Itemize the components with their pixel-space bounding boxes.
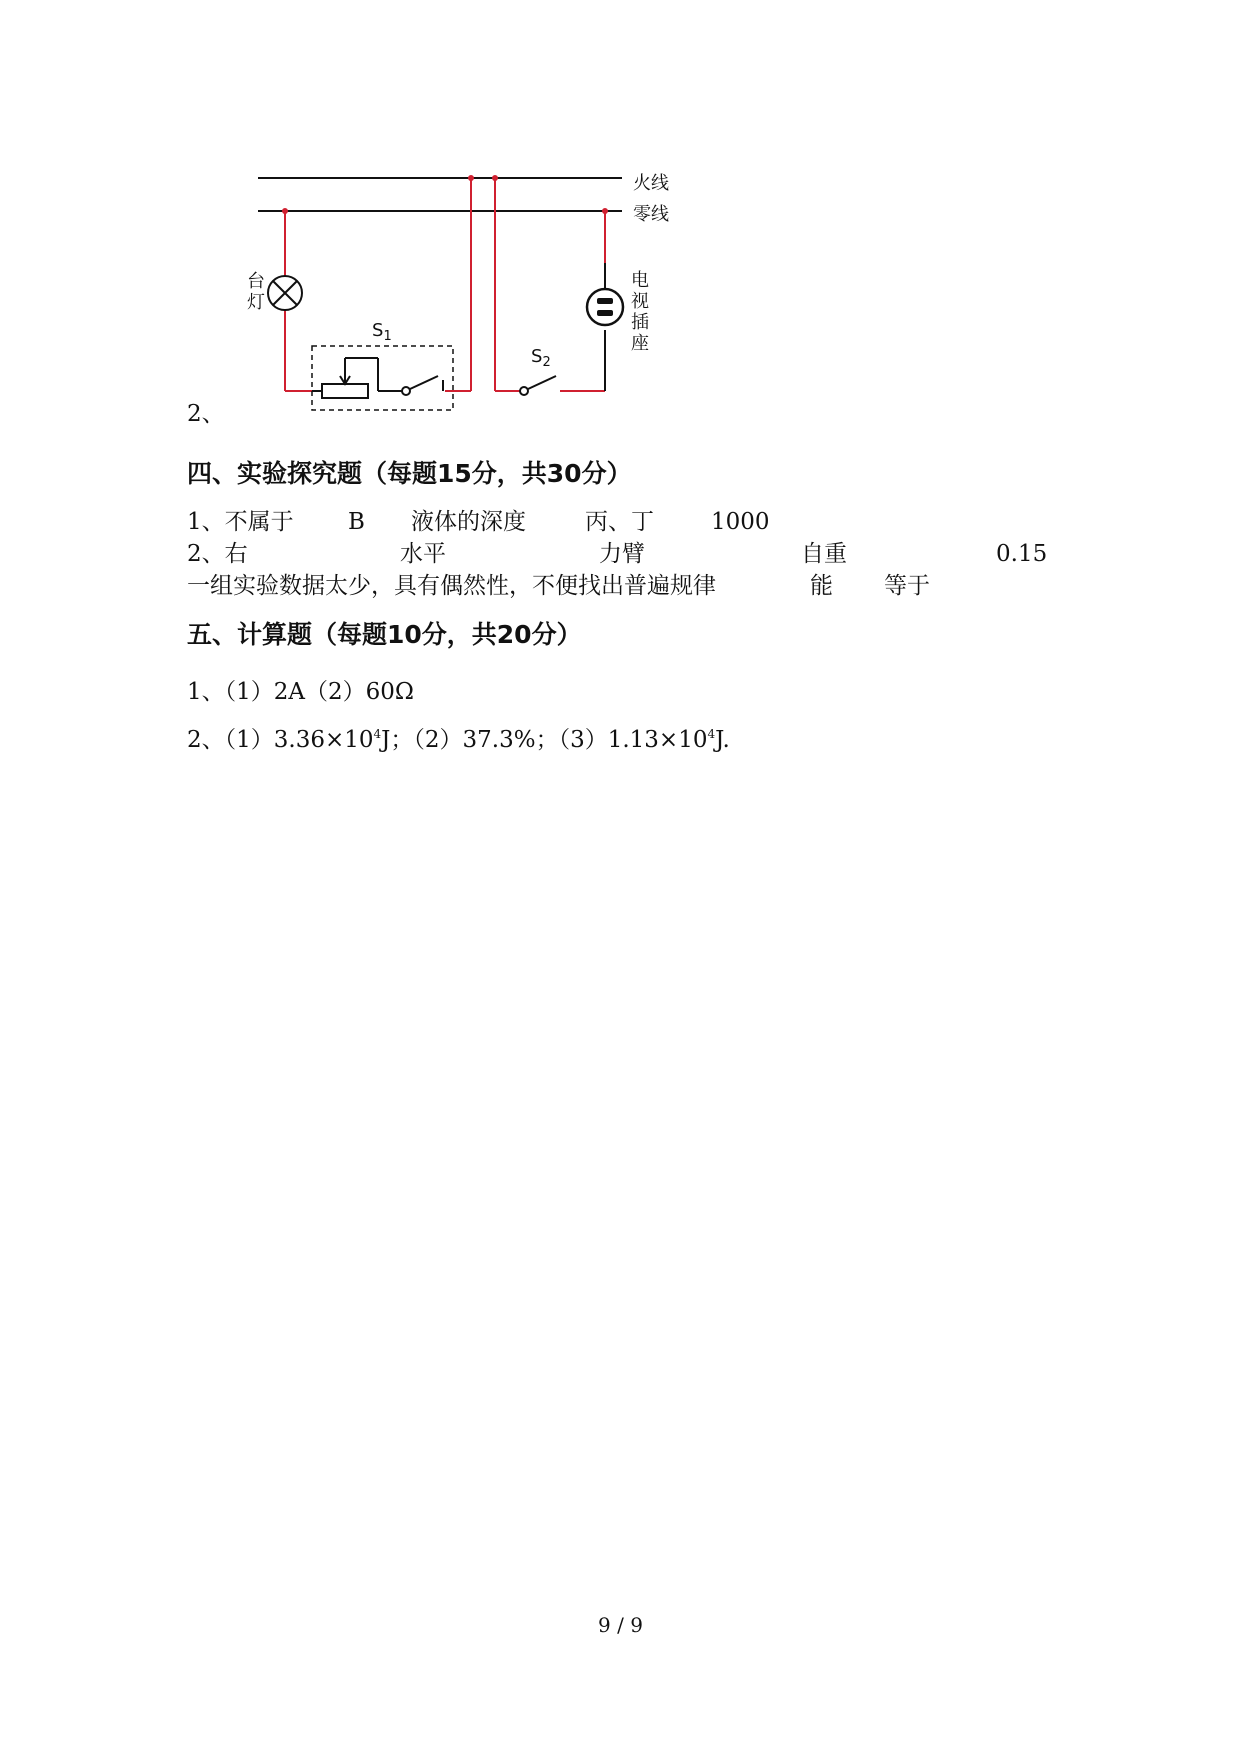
tv-socket-label-1: 电: [631, 270, 649, 291]
tv-socket-label-4: 座: [631, 333, 649, 354]
neutral-wire-label: 零线: [633, 204, 669, 225]
switch2-icon: [520, 376, 556, 395]
rheostat-icon: [312, 358, 402, 398]
socket-icon: [587, 289, 623, 325]
s4-q2-cont-part3: 等于: [884, 573, 930, 599]
lamp-icon: [268, 276, 302, 310]
live-wire-label: 火线: [633, 173, 669, 194]
s4-q2-cont-part1: 一组实验数据太少，具有偶然性，不便找出普遍规律: [187, 573, 716, 599]
s4-q1-part5: 1000: [711, 509, 770, 535]
diagram-number: 2、: [187, 401, 225, 427]
switch2-label: $S_2$: [531, 346, 551, 370]
s4-q1-part2: B: [348, 509, 365, 535]
s5-q1: 1、（1）2A（2）60Ω: [187, 679, 414, 705]
s4-q2-part2: 水平: [400, 541, 446, 567]
circuit-diagram: [0, 0, 1241, 440]
s5-q2: 2、$(1)3.36\times 10^4J$；（2）37.3%；$(3)1.13\times 10^4J$.: [187, 727, 730, 753]
s4-q2-part3: 力臂: [599, 541, 645, 567]
switch1-icon: [402, 376, 443, 395]
section5-heading: 五、计算题（每题10分，共20分）: [187, 620, 582, 649]
s4-q2-part5: 0.15: [996, 541, 1048, 567]
page-number: 9 / 9: [598, 1613, 643, 1637]
s4-q2-cont-part2: 能: [810, 573, 833, 599]
s4-q2-part1: 2、右: [187, 541, 248, 567]
s4-q1-part3: 液体的深度: [411, 509, 526, 535]
switch1-label: $S_1$: [372, 320, 392, 344]
tv-socket-label-2: 视: [631, 291, 649, 312]
s4-q1-part4: 丙、丁: [585, 509, 654, 535]
lamp-label-1: 台: [247, 271, 265, 292]
section4-heading: 四、实验探究题（每题15分，共30分）: [187, 459, 632, 488]
lamp-label-2: 灯: [247, 292, 265, 313]
s4-q1-part1: 1、不属于: [187, 509, 294, 535]
tv-socket-label-3: 插: [631, 312, 649, 333]
s4-q2-part4: 自重: [801, 541, 847, 567]
